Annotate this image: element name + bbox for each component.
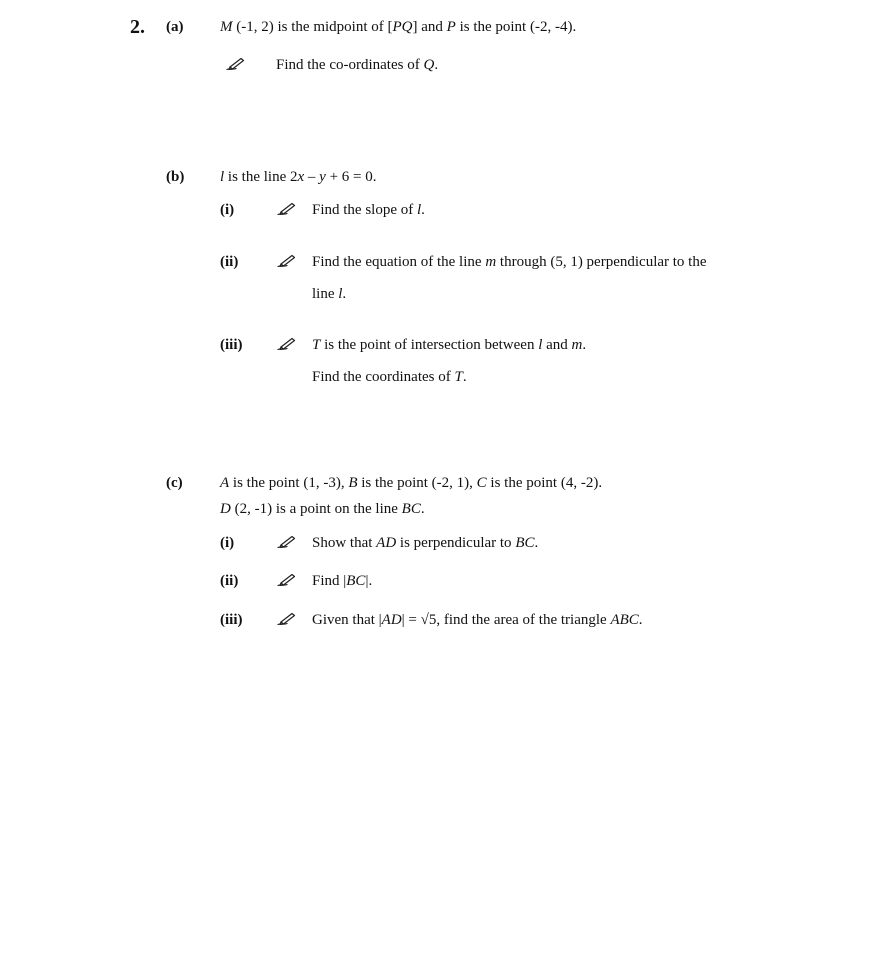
part-b-stem: l is the line 2x – y + 6 = 0.: [220, 169, 377, 185]
part-c-i-label: (i): [220, 535, 235, 551]
pen-writing-icon: [226, 56, 246, 70]
pen-writing-icon: [277, 534, 297, 548]
part-b-iii-line2: Find the coordinates of T.: [312, 369, 467, 385]
part-c-iii-label: (iii): [220, 612, 243, 628]
part-a-label: (a): [166, 19, 184, 35]
pen-writing-icon: [277, 572, 297, 586]
part-c-iii-text: Given that |AD| = √5, find the area of the triangle ABC.: [312, 612, 643, 628]
part-b-label: (b): [166, 169, 185, 185]
part-b-i-label: (i): [220, 202, 235, 218]
pen-writing-icon: [277, 336, 297, 350]
part-c-i-text: Show that AD is perpendicular to BC.: [312, 535, 539, 551]
part-b-ii-line1: Find the equation of the line m through (5, 1) perpendicular to the: [312, 254, 707, 270]
part-c-ii-label: (ii): [220, 573, 239, 589]
part-b-ii-label: (ii): [220, 254, 239, 270]
part-a-stem: M (-1, 2) is the midpoint of [PQ] and P is the point (-2, -4).: [220, 19, 577, 35]
part-c-line1: A is the point (1, -3), B is the point (-2, 1), C is the point (4, -2).: [220, 475, 603, 491]
part-b-ii-line2: line l.: [312, 286, 347, 302]
part-a-task: Find the co-ordinates of Q.: [276, 57, 439, 73]
part-b-iii-line1: T is the point of intersection between l and m.: [312, 337, 587, 353]
part-c-label: (c): [166, 475, 183, 491]
pen-writing-icon: [277, 253, 297, 267]
question-number: 2.: [130, 16, 145, 38]
part-c-ii-text: Find |BC|.: [312, 573, 373, 589]
part-b-iii-label: (iii): [220, 337, 243, 353]
pen-writing-icon: [277, 611, 297, 625]
part-c-line2: D (2, -1) is a point on the line BC.: [220, 501, 425, 517]
part-b-i-text: Find the slope of l.: [312, 202, 425, 218]
pen-writing-icon: [277, 201, 297, 215]
